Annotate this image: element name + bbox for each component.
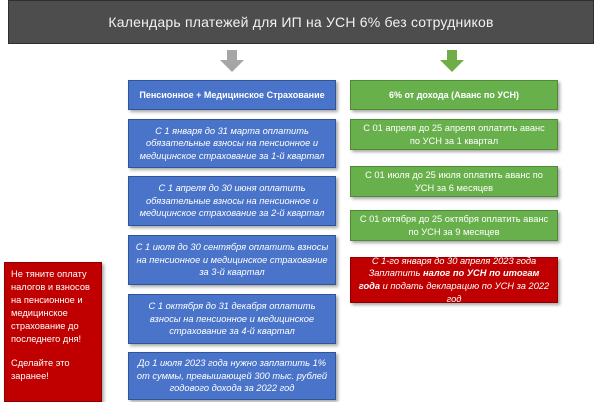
pension-medical-heading (128, 80, 336, 110)
list-item-text: С 01 октября до 25 октября оплатить аванс по УСН за 9 месяцев (359, 213, 549, 237)
list-item-text: С 1 июля до 30 сентября оплатить взносы на пенсионное и медицинское страхование за 3-й квартал (135, 242, 329, 278)
warning-box (4, 262, 102, 402)
list-item (128, 176, 336, 226)
usn-advance-heading (350, 80, 558, 110)
list-item-text: С 01 июля до 25 июля оплатить аванс по УСН за 6 месяцев (365, 169, 543, 193)
list-item-text: До 1 июля 2023 года нужно заплатить 1% от суммы, превышающей 300 тыс. рублей годового дохода за 2022 год (136, 358, 328, 394)
annual-tax-box (350, 257, 558, 303)
list-item (128, 235, 336, 285)
list-item (350, 210, 558, 241)
list-item (128, 119, 336, 168)
pension-medical-heading-label: Пенсионное + Медицинское Страхование (139, 89, 325, 100)
warning-text: Не тяните оплату налогов и взносов на пенсионное и медицинское страхование до последнего дня! (11, 269, 90, 345)
down-arrow-icon (220, 50, 244, 72)
warning-call-to-action: Сделайте это заранее! (11, 358, 70, 382)
down-arrow-icon (440, 50, 464, 72)
annual-tax-deadline: С 1-го января до 30 апреля 2023 года (371, 255, 537, 266)
list-item (128, 294, 336, 344)
list-item-text: С 1 октября до 31 декабря оплатить взносы на пенсионное и медицинское страхование за 4-й квартал (148, 301, 316, 337)
list-item (128, 352, 336, 400)
list-item (350, 166, 558, 197)
annual-tax-text (357, 255, 551, 305)
annual-tax-prefix: Заплатить (368, 268, 424, 279)
usn-advance-heading-label: 6% от дохода (Аванс по УСН) (389, 89, 519, 100)
annual-tax-suffix: и подать декларацию по УСН за 2022 год (380, 281, 550, 304)
list-item (350, 119, 558, 150)
list-item-text: С 1 января до 31 марта оплатить обязательные взносы на пенсионное и медицинское страхование за 1-й квартал (139, 125, 325, 161)
page-title: Календарь платежей для ИП на УСН 6% без сотрудников (8, 0, 594, 44)
list-item-text: С 1 апреля до 30 июня оплатить обязательные взносы на пенсионное и медицинское страхование за 2-й квартал (139, 183, 325, 219)
annual-tax-bold: налог по УСН по итогам года (358, 268, 540, 291)
list-item-text: С 01 апреля до 25 апреля оплатить аванс по УСН за 1 квартал (363, 122, 545, 146)
